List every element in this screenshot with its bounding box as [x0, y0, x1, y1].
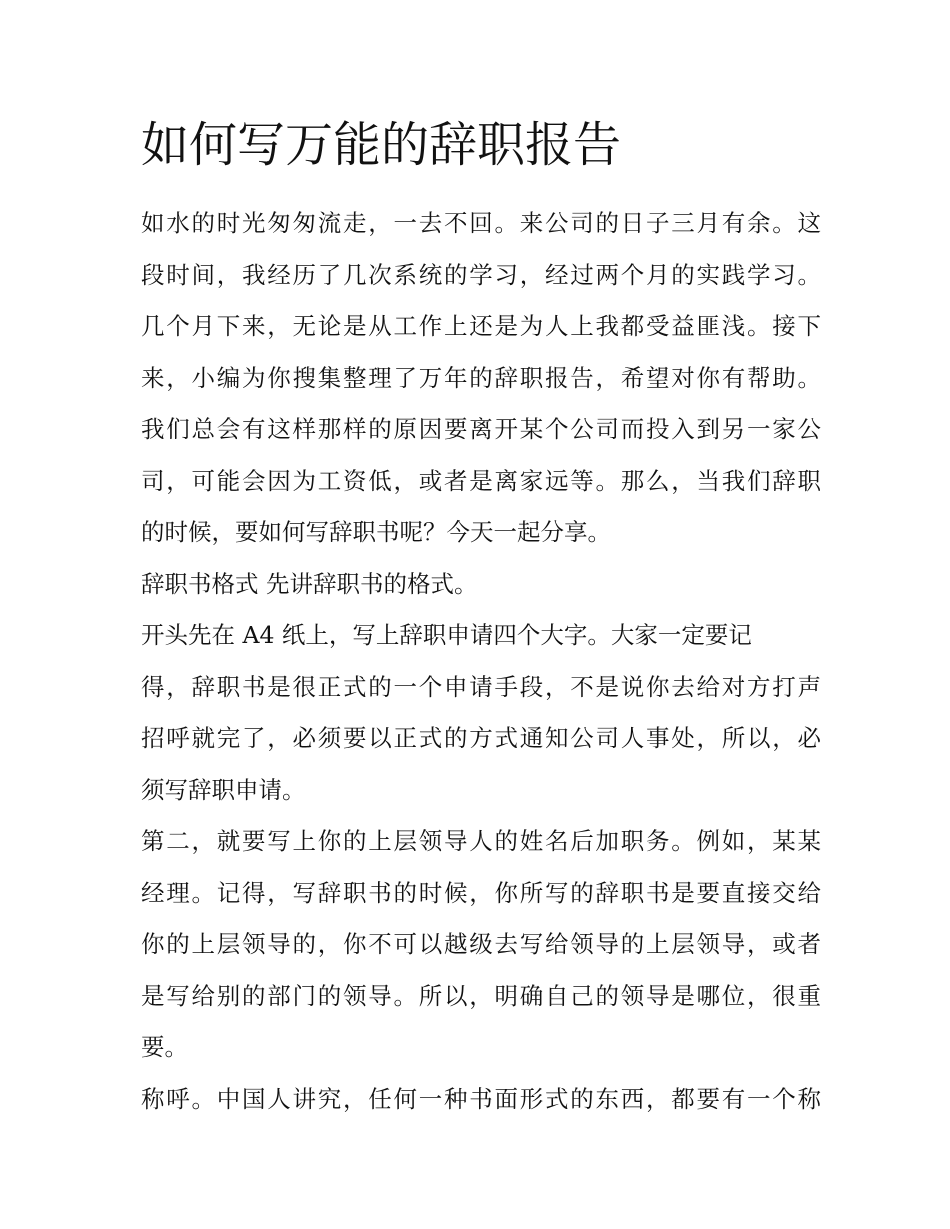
document-title: 如何写万能的辞职报告 [141, 117, 622, 173]
paragraph-line: 司，可能会因为工资低，或者是离家远等。那么，当我们辞职 [141, 466, 821, 495]
paragraph-line: 几个月下来，无论是从工作上还是为人上我都受益匪浅。接下 [141, 312, 821, 340]
paragraph-line: 的时候，要如何写辞职书呢？今天一起分享。 [141, 518, 611, 546]
paragraph-line: 得，辞职书是很正式的一个申请手段，不是说你去给对方打声 [141, 672, 821, 701]
paragraph-line: 经理。记得，写辞职书的时候，你所写的辞职书是要直接交给 [141, 878, 821, 907]
paragraph-line: 我们总会有这样那样的原因要离开某个公司而投入到另一家公 [141, 415, 821, 443]
document-content [141, 112, 821, 1125]
paragraph-line: 称呼。中国人讲究，任何一种书面形式的东西，都要有一个称 [141, 1084, 821, 1113]
paragraph-line: 须写辞职申请。 [141, 775, 306, 804]
paragraph-line: 是写给别的部门的领导。所以，明确自己的领导是哪位，很重 [141, 981, 821, 1010]
paragraph-line: 辞职书格式 先讲辞职书的格式。 [141, 569, 478, 598]
paragraph-line: 段时间，我经历了几次系统的学习，经过两个月的实践学习。 [141, 260, 821, 289]
paragraph-line: 招呼就完了，必须要以正式的方式通知公司人事处，所以，必 [141, 724, 821, 752]
paragraph-line: 如水的时光匆匆流走，一去不回。来公司的日子三月有余。这 [141, 209, 821, 237]
paragraph-line: 第二，就要写上你的上层领导人的姓名后加职务。例如，某某 [141, 827, 821, 855]
paragraph-line: 要。 [141, 1033, 188, 1061]
paragraph-line: 开头先在 A4 纸上，写上辞职申请四个大字。大家一定要记 [141, 621, 752, 649]
paragraph-line: 来，小编为你搜集整理了万年的辞职报告，希望对你有帮助。 [141, 363, 821, 392]
paragraph-line: 你的上层领导的，你不可以越级去写给领导的上层领导，或者 [141, 930, 821, 958]
